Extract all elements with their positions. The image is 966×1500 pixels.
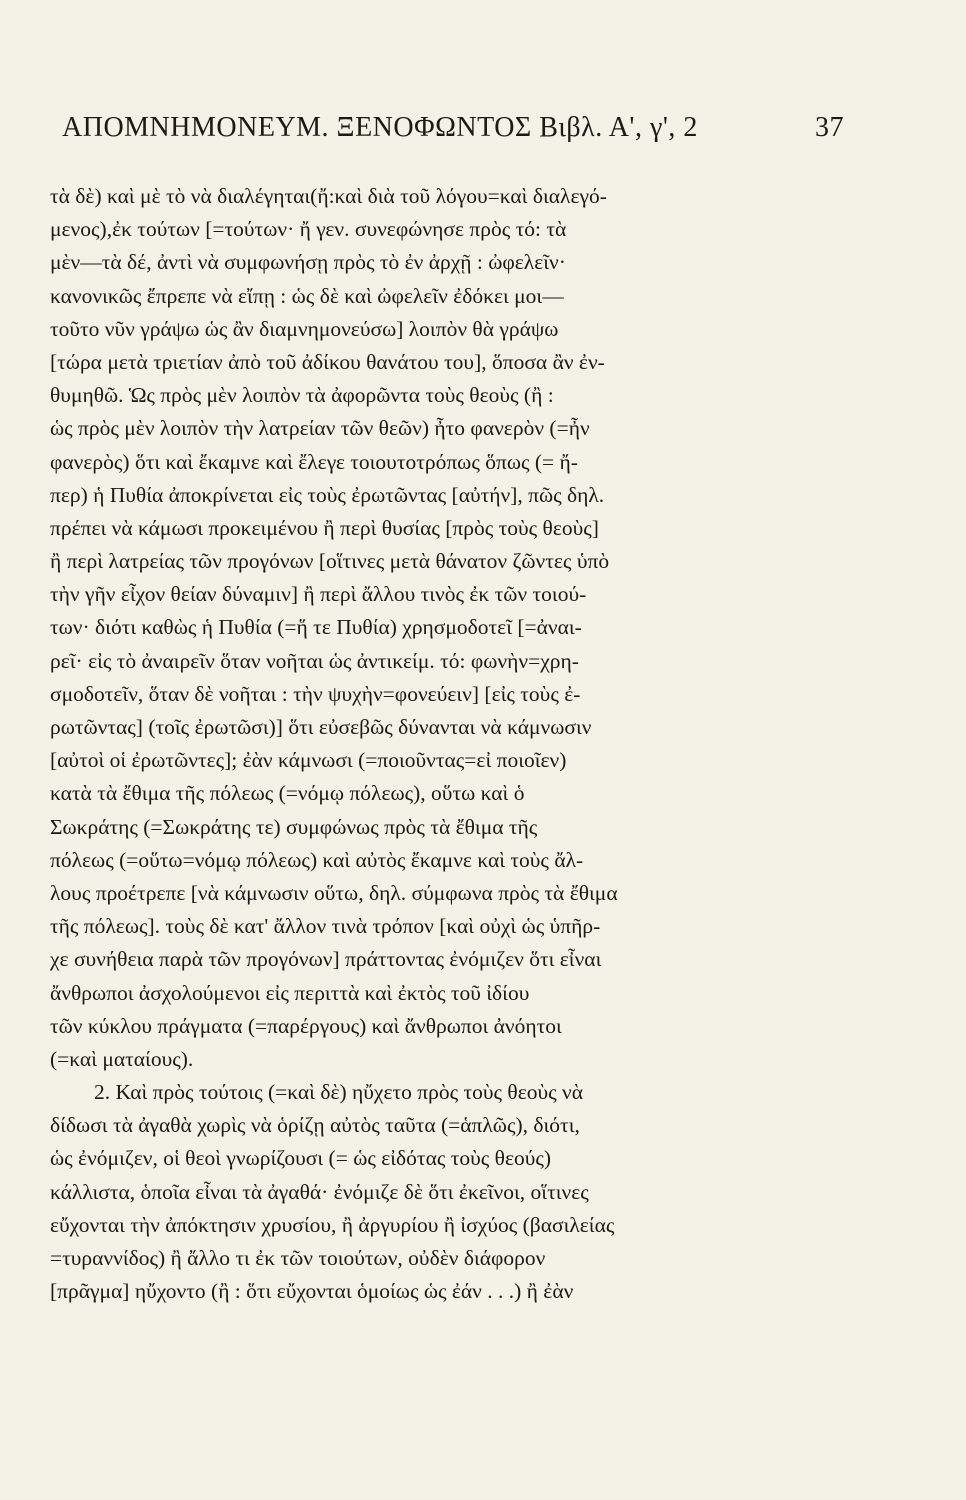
running-header <box>62 112 844 156</box>
header-title: ΑΠΟΜΝΗΜΟΝΕΥΜ. ΞΕΝΟΦΩΝΤΟΣ Βιβλ. Α', γ', 2 <box>62 112 698 143</box>
text-line: τῶν κύκλου πράγματα (=παρέργους) καὶ ἄνθρωποι ἀνόητοι <box>50 1013 562 1038</box>
text-line: =τυραννίδος) ἢ ἄλλο τι ἐκ τῶν τοιούτων, οὐδὲν διάφορον <box>50 1246 546 1270</box>
text-line: [αὐτοὶ οἱ ἐρωτῶντες]; ἐὰν κάμνωσι (=ποιοῦντας=εἰ ποιοῖεν) <box>50 748 567 773</box>
text-line: εὔχονται τὴν ἀπόκτησιν χρυσίου, ἢ ἀργυρίου ἢ ἰσχύος (βασιλείας <box>50 1212 615 1237</box>
text-line: θυμηθῶ. Ὡς πρὸς μὲν λοιπὸν τὰ ἀφορῶντα τοὺς θεοὺς (ἢ : <box>50 383 554 408</box>
section-start-line: 2. Καὶ πρὸς τούτοις (=καὶ δὲ) ηὔχετο πρὸς τοὺς θεοὺς νὰ <box>94 1080 583 1105</box>
text-line: κανονικῶς ἔπρεπε νὰ εἴπῃ : ὡς δὲ καὶ ὠφελεῖν ἐδόκει μοι— <box>50 283 564 308</box>
text-line: ὡς ἐνόμιζεν, οἱ θεοὶ γνωρίζουσι (= ὡς εἰδότας τοὺς θεούς) <box>50 1146 552 1171</box>
text-line: πόλεως (=οὕτω=νόμῳ πόλεως) καὶ αὐτὸς ἔκαμνε καὶ τοὺς ἄλ- <box>50 847 584 872</box>
text-line: δίδωσι τὰ ἀγαθὰ χωρὶς νὰ ὁρίζῃ αὐτὸς ταῦτα (=ἁπλῶς), διότι, <box>50 1113 580 1138</box>
text-line: τῆς πόλεως]. τοὺς δὲ κατ' ἄλλον τινὰ τρόπον [καὶ οὐχὶ ὡς ὑπῆρ- <box>50 914 601 939</box>
text-line: Σωκράτης (=Σωκράτης τε) συμφώνως πρὸς τὰ ἔθιμα τῆς <box>50 814 538 839</box>
text-line: λους προέτρεπε [νὰ κάμνωσιν οὕτω, δηλ. σύμφωνα πρὸς τὰ ἔθιμα <box>50 880 618 905</box>
text-line: [τώρα μετὰ τριετίαν ἀπὸ τοῦ ἀδίκου θανάτου του], ὅποσα ἂν ἐν- <box>50 349 605 374</box>
text-line: φανερὸς) ὅτι καὶ ἔκαμνε καὶ ἔλεγε τοιουτοτρόπως ὅπως (= ἤ- <box>50 449 578 474</box>
text-line: τὴν γῆν εἶχον θείαν δύναμιν] ἢ περὶ ἄλλου τινὸς ἐκ τῶν τοιού- <box>50 582 587 607</box>
text-line: περ) ἡ Πυθία ἀποκρίνεται εἰς τοὺς ἐρωτῶντας [αὐτήν], πῶς δηλ. <box>50 482 605 507</box>
text-line: ἄνθρωποι ἀσχολούμενοι εἰς περιττὰ καὶ ἐκτὸς τοῦ ἰδίου <box>50 980 530 1005</box>
text-line: ὡς πρὸς μὲν λοιπὸν τὴν λατρείαν τῶν θεῶν) ἦτο φανερὸν (=ἦν <box>50 416 590 441</box>
text-line: κατὰ τὰ ἔθιμα τῆς πόλεως (=νόμῳ πόλεως), οὕτω καὶ ὁ <box>50 781 525 806</box>
body-text <box>50 180 810 1308</box>
text-line: [πρᾶγμα] ηὔχοντο (ἢ : ὅτι εὔχονται ὁμοίως ὡς ἐάν . . .) ἢ ἐὰν <box>50 1279 574 1304</box>
text-line: χε συνήθεια παρὰ τῶν προγόνων] πράττοντας ἐνόμιζεν ὅτι εἶναι <box>50 947 602 972</box>
page-number: 37 <box>815 112 844 143</box>
text-line: πρέπει νὰ κάμωσι προκειμένου ἢ περὶ θυσίας [πρὸς τοὺς θεοὺς] <box>50 515 599 540</box>
text-line: (=καὶ ματαίους). <box>50 1046 194 1071</box>
text-line: ἢ περὶ λατρείας τῶν προγόνων [οἵτινες μετὰ θάνατον ζῶντες ὑπὸ <box>50 549 610 574</box>
text-line: τοῦτο νῦν γράψω ὡς ἂν διαμνημονεύσω] λοιπὸν θὰ γράψω <box>50 316 559 341</box>
text-line: τὰ δὲ) καὶ μὲ τὸ νὰ διαλέγηται(ἤ:καὶ διὰ τοῦ λόγου=καὶ διαλεγό- <box>50 184 607 208</box>
text-line: ρεῖ· εἰς τὸ ἀναιρεῖν ὅταν νοῆται ὡς ἀντικείμ. τό: φωνὴν=χρη- <box>50 648 579 673</box>
text-line: ρωτῶντας] (τοῖς ἐρωτῶσι)] ὅτι εὐσεβῶς δύνανται νὰ κάμνωσιν <box>50 715 592 739</box>
text-line: μενος),ἐκ τούτων [=τούτων· ἤ γεν. συνεφώνησε πρὸς τό: τὰ <box>50 217 567 242</box>
text-line: κάλλιστα, ὁποῖα εἶναι τὰ ἀγαθά· ἐνόμιζε δὲ ὅτι ἐκεῖνοι, οἵτινες <box>50 1179 589 1204</box>
text-line: σμοδοτεῖν, ὅταν δὲ νοῆται : τὴν ψυχὴν=φονεύειν] [εἰς τοὺς ἐ- <box>50 681 581 706</box>
text-line: μὲν—τὰ δέ, ἀντὶ νὰ συμφωνήσῃ πρὸς τὸ ἐν ἀρχῇ : ὠφελεῖν· <box>50 250 566 275</box>
text-line: των· διότι καθὼς ἡ Πυθία (=ἥ τε Πυθία) χρησμοδοτεῖ [=ἀναι- <box>50 615 582 640</box>
